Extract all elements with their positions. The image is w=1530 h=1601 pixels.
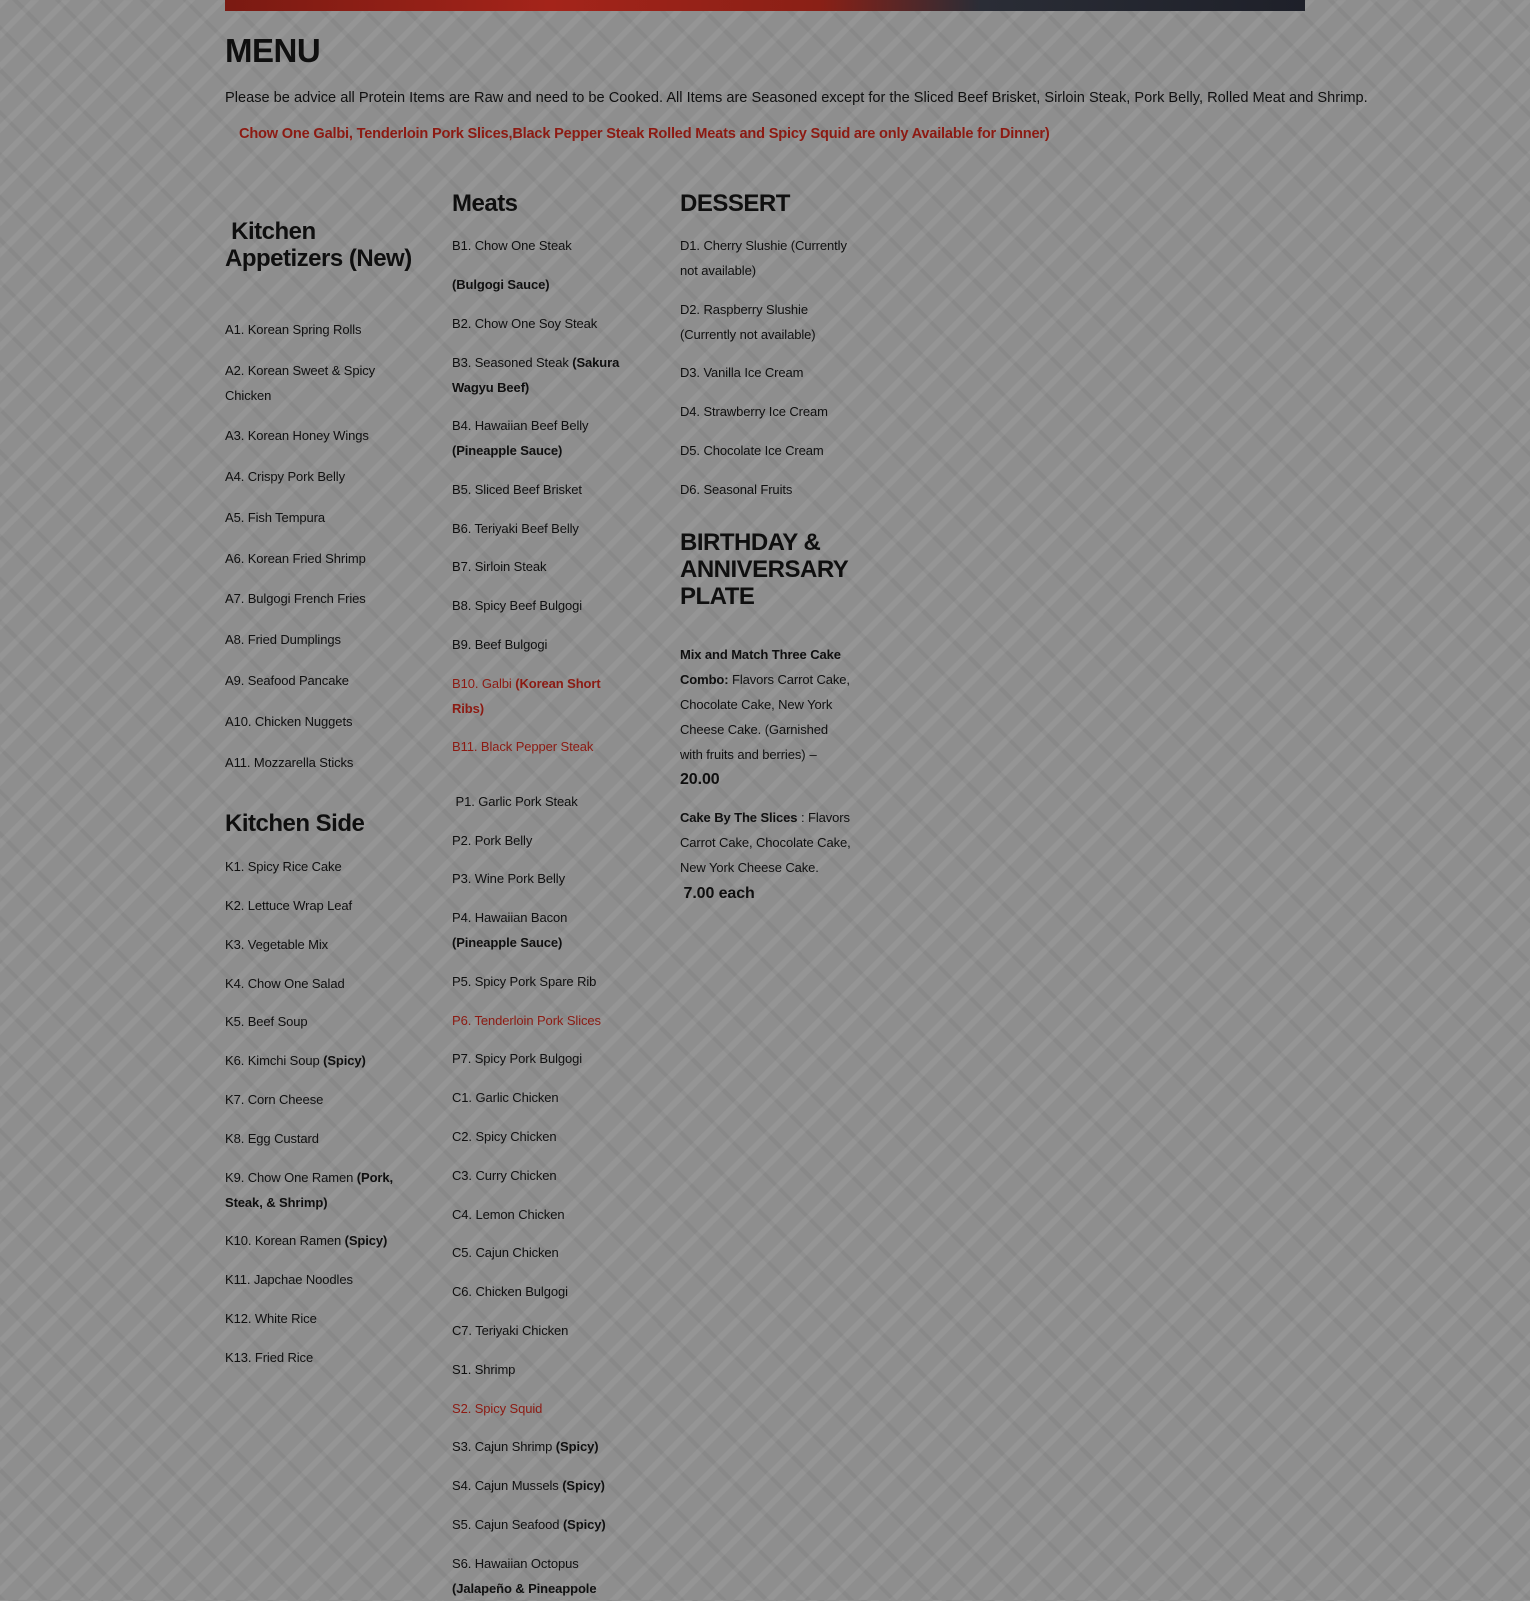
menu-item: B4. Hawaiian Beef Belly (Pineapple Sauce)	[452, 418, 589, 458]
menu-item: K11. Japchae Noodles	[225, 1272, 353, 1287]
menu-item: K8. Egg Custard	[225, 1131, 319, 1146]
menu-item: C7. Teriyaki Chicken	[452, 1323, 569, 1338]
menu-item: S6. Hawaiian Octopus (Jalapeño & Pineappole	[452, 1556, 597, 1596]
menu-item: B2. Chow One Soy Steak	[452, 316, 598, 331]
menu-item: A1. Korean Spring Rolls	[225, 322, 362, 337]
menu-item: A6. Korean Fried Shrimp	[225, 551, 366, 566]
menu-item: B8. Spicy Beef Bulgogi	[452, 598, 583, 613]
menu-item: K2. Lettuce Wrap Leaf	[225, 898, 353, 913]
menu-item: B5. Sliced Beef Brisket	[452, 482, 582, 497]
kitchen-side-heading: Kitchen Side	[225, 810, 365, 837]
hero-image-strip	[225, 0, 1305, 11]
cake-slices-title: Cake By The Slices	[680, 810, 798, 825]
item-note: (Spicy)	[555, 1439, 599, 1454]
menu-item: S3. Cajun Shrimp (Spicy)	[452, 1439, 599, 1454]
menu-item: P7. Spicy Pork Bulgogi	[452, 1051, 583, 1066]
item-note: (Korean Short Ribs)	[452, 676, 601, 716]
menu-item: C5. Cajun Chicken	[452, 1245, 559, 1260]
meats-heading: Meats	[452, 190, 518, 217]
menu-item: S4. Cajun Mussels (Spicy)	[452, 1478, 605, 1493]
menu-item: D2. Raspberry Slushie (Currently not available)	[680, 302, 816, 342]
menu-item: B9. Beef Bulgogi	[452, 637, 548, 652]
menu-item: D5. Chocolate Ice Cream	[680, 443, 824, 458]
menu-item: K4. Chow One Salad	[225, 976, 345, 991]
item-note: (Spicy)	[344, 1233, 388, 1248]
dessert-heading: DESSERT	[680, 190, 790, 217]
cake-combo-price: 20.00	[680, 771, 720, 788]
menu-item: P1. Garlic Pork Steak	[455, 794, 578, 809]
menu-item: K3. Vegetable Mix	[225, 937, 329, 952]
menu-item: B1. Chow One Steak	[452, 238, 572, 253]
menu-item: A9. Seafood Pancake	[225, 673, 349, 688]
menu-item: A2. Korean Sweet & Spicy Chicken	[225, 363, 376, 403]
menu-item: S5. Cajun Seafood (Spicy)	[452, 1517, 606, 1532]
menu-item: A5. Fish Tempura	[225, 510, 326, 525]
menu-item: C6. Chicken Bulgogi	[452, 1284, 568, 1299]
item-note: (Sakura Wagyu Beef)	[452, 355, 620, 395]
menu-item-dinner-only: B10. Galbi (Korean Short Ribs)	[452, 676, 601, 716]
menu-item: P4. Hawaiian Bacon (Pineapple Sauce)	[452, 910, 568, 950]
cake-slices-description: Cake By The Slices : Flavors Carrot Cake, Chocolate Cake, New York Cheese Cake.	[680, 810, 851, 875]
menu-item: D4. Strawberry Ice Cream	[680, 404, 828, 419]
item-note: (Spicy)	[562, 1478, 605, 1493]
item-note: (Jalapeño & Pineappole	[452, 1581, 597, 1596]
menu-item: K6. Kimchi Soup (Spicy)	[225, 1053, 366, 1068]
menu-item: A7. Bulgogi French Fries	[225, 591, 366, 606]
menu-item: P3. Wine Pork Belly	[452, 871, 565, 886]
menu-item: P2. Pork Belly	[452, 833, 533, 848]
menu-item: P5. Spicy Pork Spare Rib	[452, 974, 597, 989]
menu-item: D1. Cherry Slushie (Currently not available)	[680, 238, 847, 278]
item-note: (Spicy)	[562, 1517, 606, 1532]
menu-item: C1. Garlic Chicken	[452, 1090, 559, 1105]
menu-item: A10. Chicken Nuggets	[225, 714, 353, 729]
menu-item-dinner-only: B11. Black Pepper Steak	[452, 739, 594, 754]
menu-item: K5. Beef Soup	[225, 1014, 308, 1029]
menu-item: C3. Curry Chicken	[452, 1168, 557, 1183]
menu-item: A8. Fried Dumplings	[225, 632, 341, 647]
menu-item: D3. Vanilla Ice Cream	[680, 365, 804, 380]
appetizers-heading: Kitchen Appetizers (New)	[225, 218, 412, 272]
item-note: (Pineapple Sauce)	[452, 443, 563, 458]
cake-slices-price: 7.00 each	[683, 885, 755, 902]
menu-item: B7. Sirloin Steak	[452, 559, 547, 574]
birthday-plate-heading: BIRTHDAY & ANNIVERSARY PLATE	[680, 529, 848, 610]
menu-item: K1. Spicy Rice Cake	[225, 859, 342, 874]
menu-item: A11. Mozzarella Sticks	[225, 755, 354, 770]
dinner-only-notice: Chow One Galbi, Tenderloin Pork Slices,Black Pepper Steak Rolled Meats and Spicy Squid are only Available for Dinner)	[239, 126, 1050, 142]
item-note: (Pineapple Sauce)	[452, 935, 563, 950]
menu-item-note: (Bulgogi Sauce)	[452, 277, 550, 292]
menu-item-dinner-only: S2. Spicy Squid	[452, 1401, 543, 1416]
cake-combo-description: Mix and Match Three Cake Combo: Flavors Carrot Cake, Chocolate Cake, New York Cheese Cake. (Garnished with fruits and berries) –20.00	[680, 647, 850, 788]
menu-item: S1. Shrimp	[452, 1362, 516, 1377]
menu-item: D6. Seasonal Fruits	[680, 482, 793, 497]
menu-item-dinner-only: P6. Tenderloin Pork Slices	[452, 1013, 601, 1028]
menu-item: K10. Korean Ramen (Spicy)	[225, 1233, 388, 1248]
menu-item: K12. White Rice	[225, 1311, 317, 1326]
menu-item: B3. Seasoned Steak (Sakura Wagyu Beef)	[452, 355, 620, 395]
menu-item: C2. Spicy Chicken	[452, 1129, 557, 1144]
item-note: (Pork, Steak, & Shrimp)	[225, 1170, 394, 1210]
raw-items-notice: Please be advice all Protein Items are Raw and need to be Cooked. All Items are Seasoned except for the Sliced Beef Brisket, Sirloin Steak, Pork Belly, Rolled Meat and Shrimp.	[225, 90, 1368, 106]
menu-item: A4. Crispy Pork Belly	[225, 469, 345, 484]
menu-item: K13. Fried Rice	[225, 1350, 314, 1365]
menu-item: K9. Chow One Ramen (Pork, Steak, & Shrimp)	[225, 1170, 394, 1210]
item-note: (Spicy)	[323, 1053, 366, 1068]
menu-item: K7. Corn Cheese	[225, 1092, 324, 1107]
menu-item: C4. Lemon Chicken	[452, 1207, 565, 1222]
menu-item: A3. Korean Honey Wings	[225, 428, 369, 443]
page-title: MENU	[225, 32, 321, 69]
menu-item: B6. Teriyaki Beef Belly	[452, 521, 579, 536]
cake-combo-title: Mix and Match Three Cake Combo:	[680, 647, 841, 687]
